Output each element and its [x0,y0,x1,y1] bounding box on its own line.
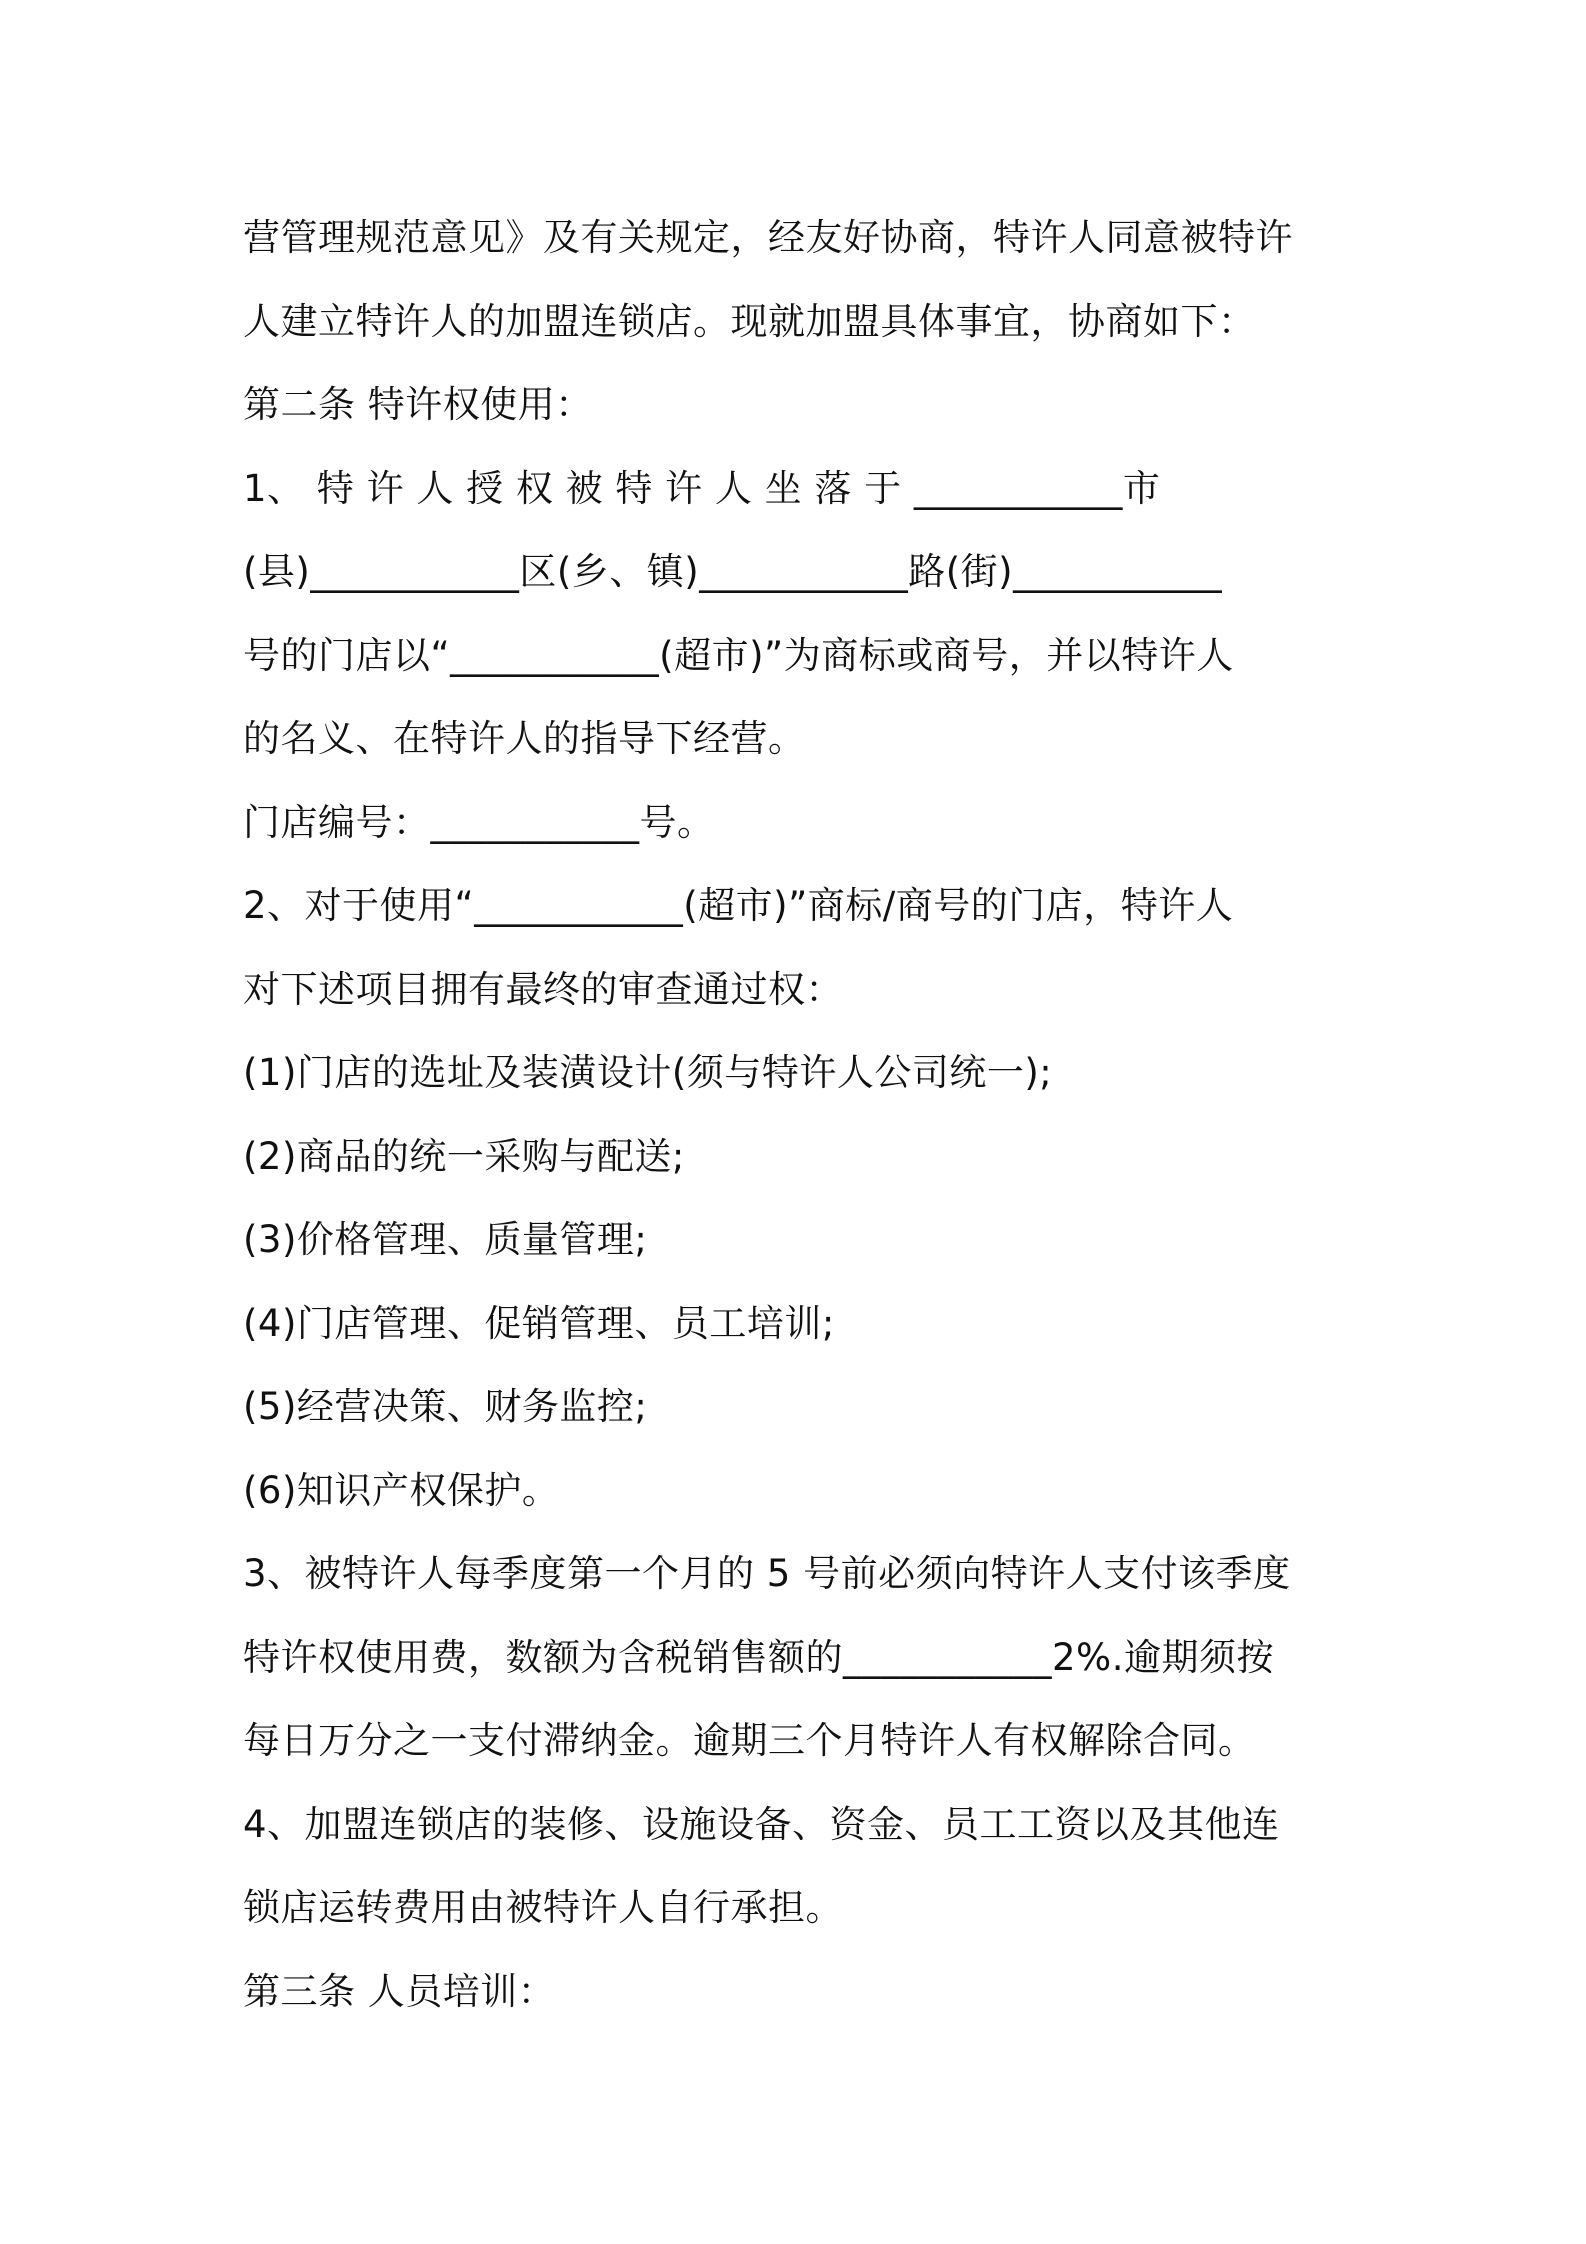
paragraph-line: 每日万分之一支付滞纳金。逾期三个月特许人有权解除合同。 [243,1719,1256,1762]
list-item: (1)门店的选址及装潢设计(须与特许人公司统一); [243,1051,1053,1094]
list-item: (3)价格管理、质量管理; [243,1218,648,1261]
paragraph-line: 营管理规范意见》及有关规定，经友好协商，特许人同意被特许 [243,216,1293,259]
list-item: (2)商品的统一采购与配送; [243,1134,685,1178]
paragraph-line: 4、加盟连锁店的装修、设施设备、资金、员工工资以及其他连 [243,1802,1280,1846]
paragraph-line: 的名义、在特许人的指导下经营。 [243,717,806,760]
paragraph-line: 3、被特许人每季度第一个月的 5 号前必须向特许人支付该季度 [243,1552,1291,1595]
paragraph-line: 门店编号：___________号。 [243,800,715,844]
paragraph-line: 1、 特 许 人 授 权 被 特 许 人 坐 落 于 ___________市 [243,466,1161,510]
paragraph-line: 锁店运转费用由被特许人自行承担。 [243,1886,843,1929]
list-item: (4)门店管理、促销管理、员工培训; [243,1301,835,1345]
contract-text [243,196,1355,2033]
paragraph-line: 特许权使用费，数额为含税销售额的___________2%.逾期须按 [243,1635,1274,1679]
paragraph-line: (县)___________区(乡、镇)___________路(街)___________ [243,550,1223,593]
paragraph-line: 对下述项目拥有最终的审查通过权： [243,967,843,1011]
list-item: (5)经营决策、财务监控; [243,1385,648,1428]
paragraph-line: 人建立特许人的加盟连锁店。现就加盟具体事宜，协商如下： [243,299,1256,343]
paragraph-line: 号的门店以“___________(超市)”为商标或商号，并以特许人 [243,633,1234,677]
section-heading-article-2: 第二条 特许权使用： [243,383,593,426]
paragraph-line: 2、对于使用“___________(超市)”商标/商号的门店，特许人 [243,884,1234,927]
section-heading-article-3: 第三条 人员培训： [243,1969,556,2013]
list-item: (6)知识产权保护。 [243,1468,560,1512]
